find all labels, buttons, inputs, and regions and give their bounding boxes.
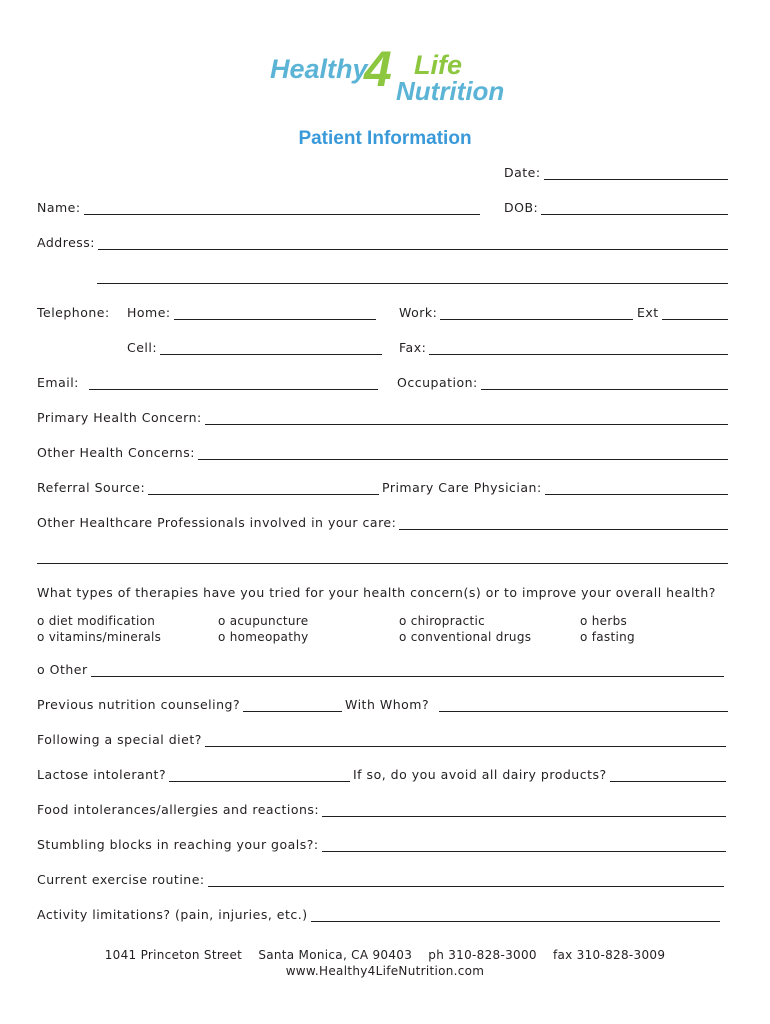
- exercise-line[interactable]: [208, 873, 724, 887]
- prev-counseling-row: [37, 697, 728, 715]
- other-professionals-row: [37, 515, 728, 533]
- option-acupuncture[interactable]: o acupuncture: [218, 614, 309, 628]
- work-label: Work:: [399, 305, 438, 320]
- lactose-field[interactable]: [37, 767, 350, 782]
- page-title: Patient Information: [298, 128, 472, 149]
- option-homeopathy[interactable]: o homeopathy: [218, 630, 309, 644]
- telephone-row: [37, 305, 728, 323]
- occupation-field[interactable]: [397, 375, 728, 390]
- primary-concern-label: Primary Health Concern:: [37, 410, 202, 425]
- telephone-label: Telephone:: [37, 305, 110, 320]
- footer-address: [0, 948, 770, 962]
- email-line[interactable]: [89, 376, 378, 390]
- name-label: Name:: [37, 200, 81, 215]
- ext-field[interactable]: [637, 305, 728, 320]
- ext-label: Ext: [637, 305, 659, 320]
- primary-concern-row: [37, 410, 728, 428]
- cell-line[interactable]: [160, 341, 382, 355]
- fax-label: Fax:: [399, 340, 427, 355]
- other-professionals-line[interactable]: [399, 516, 728, 530]
- referral-label: Referral Source:: [37, 480, 146, 495]
- primary-concern-field[interactable]: [37, 410, 728, 425]
- address-row: [37, 235, 728, 253]
- activity-row: [37, 907, 728, 925]
- exercise-label: Current exercise routine:: [37, 872, 205, 887]
- prev-counseling-field[interactable]: [37, 697, 342, 712]
- home-label: Home:: [127, 305, 171, 320]
- special-diet-line[interactable]: [205, 733, 726, 747]
- therapy-other-label: o Other: [37, 662, 88, 677]
- address-line[interactable]: [98, 236, 728, 250]
- ext-line[interactable]: [662, 306, 728, 320]
- stumbling-row: [37, 837, 728, 855]
- other-professionals-row-2: [37, 550, 728, 568]
- therapy-other-row: [37, 662, 728, 680]
- date-row: [37, 165, 728, 183]
- therapy-other-line[interactable]: [91, 663, 724, 677]
- occupation-line[interactable]: [481, 376, 728, 390]
- address-field-2[interactable]: [97, 270, 728, 284]
- other-concerns-line[interactable]: [198, 446, 728, 460]
- referral-field[interactable]: [37, 480, 379, 495]
- date-field[interactable]: [504, 165, 728, 180]
- home-line[interactable]: [174, 306, 376, 320]
- pcp-field[interactable]: [382, 480, 728, 495]
- referral-row: [37, 480, 728, 498]
- footer-fax: fax 310-828-3009: [552, 948, 666, 962]
- logo-healthy: Healthy: [270, 54, 368, 84]
- therapy-other-field[interactable]: [37, 662, 724, 677]
- avoid-dairy-field[interactable]: [353, 767, 726, 782]
- option-conventional-drugs[interactable]: o conventional drugs: [399, 630, 532, 644]
- name-row: [37, 200, 728, 218]
- with-whom-label: With Whom?: [345, 697, 430, 712]
- name-field[interactable]: [37, 200, 480, 215]
- special-diet-field[interactable]: [37, 732, 726, 747]
- other-concerns-row: [37, 445, 728, 463]
- home-phone-field[interactable]: [127, 305, 376, 320]
- cell-label: Cell:: [127, 340, 158, 355]
- address-field[interactable]: [37, 235, 728, 250]
- activity-field[interactable]: [37, 907, 720, 922]
- name-line[interactable]: [84, 201, 480, 215]
- other-professionals-field[interactable]: [37, 515, 728, 530]
- occupation-label: Occupation:: [397, 375, 478, 390]
- healthy4life-logo: [268, 40, 518, 104]
- referral-line[interactable]: [148, 481, 379, 495]
- date-label: Date:: [504, 165, 541, 180]
- cell-field[interactable]: [127, 340, 382, 355]
- option-fasting[interactable]: o fasting: [580, 630, 635, 644]
- prev-counseling-label: Previous nutrition counseling?: [37, 697, 241, 712]
- work-phone-field[interactable]: [399, 305, 633, 320]
- footer-phone: ph 310-828-3000: [428, 948, 537, 962]
- therapies-question-row: [37, 585, 728, 603]
- food-intolerances-field[interactable]: [37, 802, 726, 817]
- avoid-dairy-line[interactable]: [610, 768, 726, 782]
- other-professionals-line-2[interactable]: [37, 550, 728, 564]
- lactose-row: [37, 767, 728, 785]
- address-line-2[interactable]: [97, 270, 728, 284]
- logo-nutrition: Nutrition: [396, 76, 505, 104]
- option-herbs[interactable]: o herbs: [580, 614, 628, 628]
- address-label: Address:: [37, 235, 95, 250]
- lactose-line[interactable]: [169, 768, 350, 782]
- logo-four: 4: [364, 41, 392, 97]
- dob-line[interactable]: [541, 201, 728, 215]
- food-intolerances-row: [37, 802, 728, 820]
- avoid-dairy-label: If so, do you avoid all dairy products?: [353, 767, 607, 782]
- special-diet-row: [37, 732, 728, 750]
- other-concerns-field[interactable]: [37, 445, 728, 460]
- lactose-label: Lactose intolerant?: [37, 767, 167, 782]
- work-line[interactable]: [440, 306, 633, 320]
- activity-label: Activity limitations? (pain, injuries, etc.): [37, 907, 308, 922]
- activity-line[interactable]: [311, 908, 720, 922]
- footer-street: 1041 Princeton Street: [104, 948, 243, 962]
- dob-label: DOB:: [504, 200, 539, 215]
- email-field[interactable]: [37, 375, 378, 390]
- exercise-field[interactable]: [37, 872, 724, 887]
- stumbling-field[interactable]: [37, 837, 726, 852]
- stumbling-line[interactable]: [322, 838, 726, 852]
- exercise-row: [37, 872, 728, 890]
- logo-life: Life: [414, 50, 463, 80]
- food-intolerances-line[interactable]: [322, 803, 726, 817]
- email-row: [37, 375, 728, 393]
- stumbling-label: Stumbling blocks in reaching your goals?:: [37, 837, 319, 852]
- fax-field[interactable]: [399, 340, 728, 355]
- special-diet-label: Following a special diet?: [37, 732, 202, 747]
- with-whom-field[interactable]: [345, 697, 728, 712]
- fax-line[interactable]: [429, 341, 728, 355]
- pcp-label: Primary Care Physician:: [382, 480, 542, 495]
- email-label: Email:: [37, 375, 79, 390]
- therapies-question: What types of therapies have you tried for your health concern(s) or to improve your overall health?: [37, 585, 716, 600]
- cell-row: [37, 340, 728, 358]
- date-line[interactable]: [544, 166, 728, 180]
- footer-city: Santa Monica, CA 90403: [258, 948, 413, 962]
- primary-concern-line[interactable]: [205, 411, 728, 425]
- footer-website[interactable]: www.Healthy4LifeNutrition.com: [285, 964, 485, 978]
- with-whom-line[interactable]: [439, 698, 728, 712]
- option-chiropractic[interactable]: o chiropractic: [399, 614, 486, 628]
- other-concerns-label: Other Health Concerns:: [37, 445, 195, 460]
- option-vitamins-minerals[interactable]: o vitamins/minerals: [37, 630, 162, 644]
- pcp-line[interactable]: [545, 481, 728, 495]
- other-professionals-label: Other Healthcare Professionals involved in your care:: [37, 515, 397, 530]
- other-professionals-field-2[interactable]: [37, 550, 728, 564]
- prev-counseling-line[interactable]: [243, 698, 342, 712]
- address-row-2: [37, 270, 728, 288]
- dob-field[interactable]: [504, 200, 728, 215]
- option-diet-modification[interactable]: o diet modification: [37, 614, 156, 628]
- food-intolerances-label: Food intolerances/allergies and reactions:: [37, 802, 320, 817]
